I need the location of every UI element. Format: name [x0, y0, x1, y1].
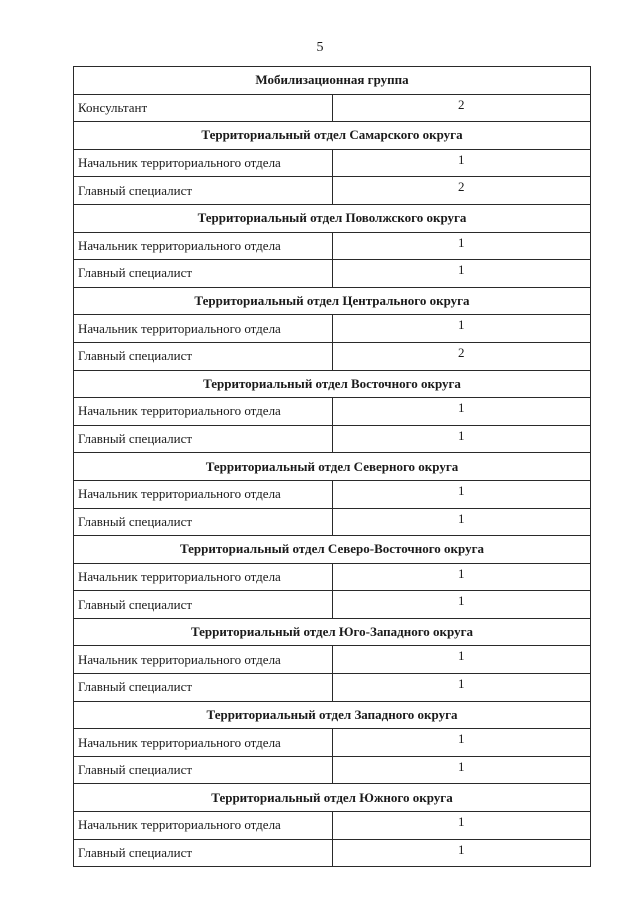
position-name: Начальник территориального отдела: [74, 149, 333, 177]
position-row: [74, 425, 591, 453]
position-row: [74, 812, 591, 840]
position-row: [74, 342, 591, 370]
section-header-row: [74, 67, 591, 95]
page-number: 5: [316, 40, 324, 55]
position-name: Начальник территориального отдела: [74, 812, 333, 840]
position-count: 1: [332, 591, 591, 619]
position-name: Главный специалист: [74, 839, 333, 867]
position-count: 2: [332, 177, 591, 205]
position-name: Начальник территориального отдела: [74, 729, 333, 757]
position-name: Консультант: [74, 94, 333, 122]
section-header-row: [74, 701, 591, 729]
position-count: 1: [332, 398, 591, 426]
position-row: [74, 94, 591, 122]
section-header-row: [74, 287, 591, 315]
section-header-row: [74, 122, 591, 150]
position-name: Начальник территориального отдела: [74, 646, 333, 674]
position-row: [74, 232, 591, 260]
position-name: Главный специалист: [74, 674, 333, 702]
section-header-row: [74, 618, 591, 646]
position-count: 1: [332, 812, 591, 840]
position-row: [74, 315, 591, 343]
section-title: Территориальный отдел Северо-Восточного округа: [74, 536, 591, 564]
section-title: Территориальный отдел Поволжского округа: [74, 204, 591, 232]
position-count: 1: [332, 232, 591, 260]
section-title: Территориальный отдел Западного округа: [74, 701, 591, 729]
section-header-row: [74, 204, 591, 232]
position-count: 1: [332, 149, 591, 177]
position-row: [74, 508, 591, 536]
position-count: 1: [332, 563, 591, 591]
position-name: Главный специалист: [74, 177, 333, 205]
position-count: 1: [332, 315, 591, 343]
section-title: Территориальный отдел Самарского округа: [74, 122, 591, 150]
position-count: 1: [332, 508, 591, 536]
position-row: [74, 260, 591, 288]
position-count: 1: [332, 756, 591, 784]
section-title: Мобилизационная группа: [74, 67, 591, 95]
staffing-table: [73, 66, 591, 867]
position-row: [74, 839, 591, 867]
position-count: 1: [332, 260, 591, 288]
position-row: [74, 398, 591, 426]
section-header-row: [74, 536, 591, 564]
position-row: [74, 674, 591, 702]
section-title: Территориальный отдел Восточного округа: [74, 370, 591, 398]
position-row: [74, 177, 591, 205]
position-row: [74, 646, 591, 674]
position-count: 1: [332, 646, 591, 674]
position-count: 2: [332, 342, 591, 370]
position-count: 1: [332, 674, 591, 702]
position-count: 1: [332, 729, 591, 757]
position-row: [74, 149, 591, 177]
position-row: [74, 729, 591, 757]
position-name: Главный специалист: [74, 425, 333, 453]
position-name: Главный специалист: [74, 756, 333, 784]
position-name: Главный специалист: [74, 508, 333, 536]
position-row: [74, 591, 591, 619]
position-name: Начальник территориального отдела: [74, 398, 333, 426]
position-count: 1: [332, 839, 591, 867]
position-count: 1: [332, 425, 591, 453]
staffing-table-body: [74, 67, 591, 867]
position-row: [74, 480, 591, 508]
section-header-row: [74, 784, 591, 812]
section-header-row: [74, 370, 591, 398]
position-name: Начальник территориального отдела: [74, 315, 333, 343]
position-count: 2: [332, 94, 591, 122]
position-name: Главный специалист: [74, 591, 333, 619]
section-title: Территориальный отдел Северного округа: [74, 453, 591, 481]
position-name: Главный специалист: [74, 342, 333, 370]
position-name: Начальник территориального отдела: [74, 563, 333, 591]
section-title: Территориальный отдел Центрального округа: [74, 287, 591, 315]
section-header-row: [74, 453, 591, 481]
position-count: 1: [332, 480, 591, 508]
position-row: [74, 563, 591, 591]
section-title: Территориальный отдел Юго-Западного округа: [74, 618, 591, 646]
position-name: Главный специалист: [74, 260, 333, 288]
position-name: Начальник территориального отдела: [74, 480, 333, 508]
position-name: Начальник территориального отдела: [74, 232, 333, 260]
section-title: Территориальный отдел Южного округа: [74, 784, 591, 812]
position-row: [74, 756, 591, 784]
